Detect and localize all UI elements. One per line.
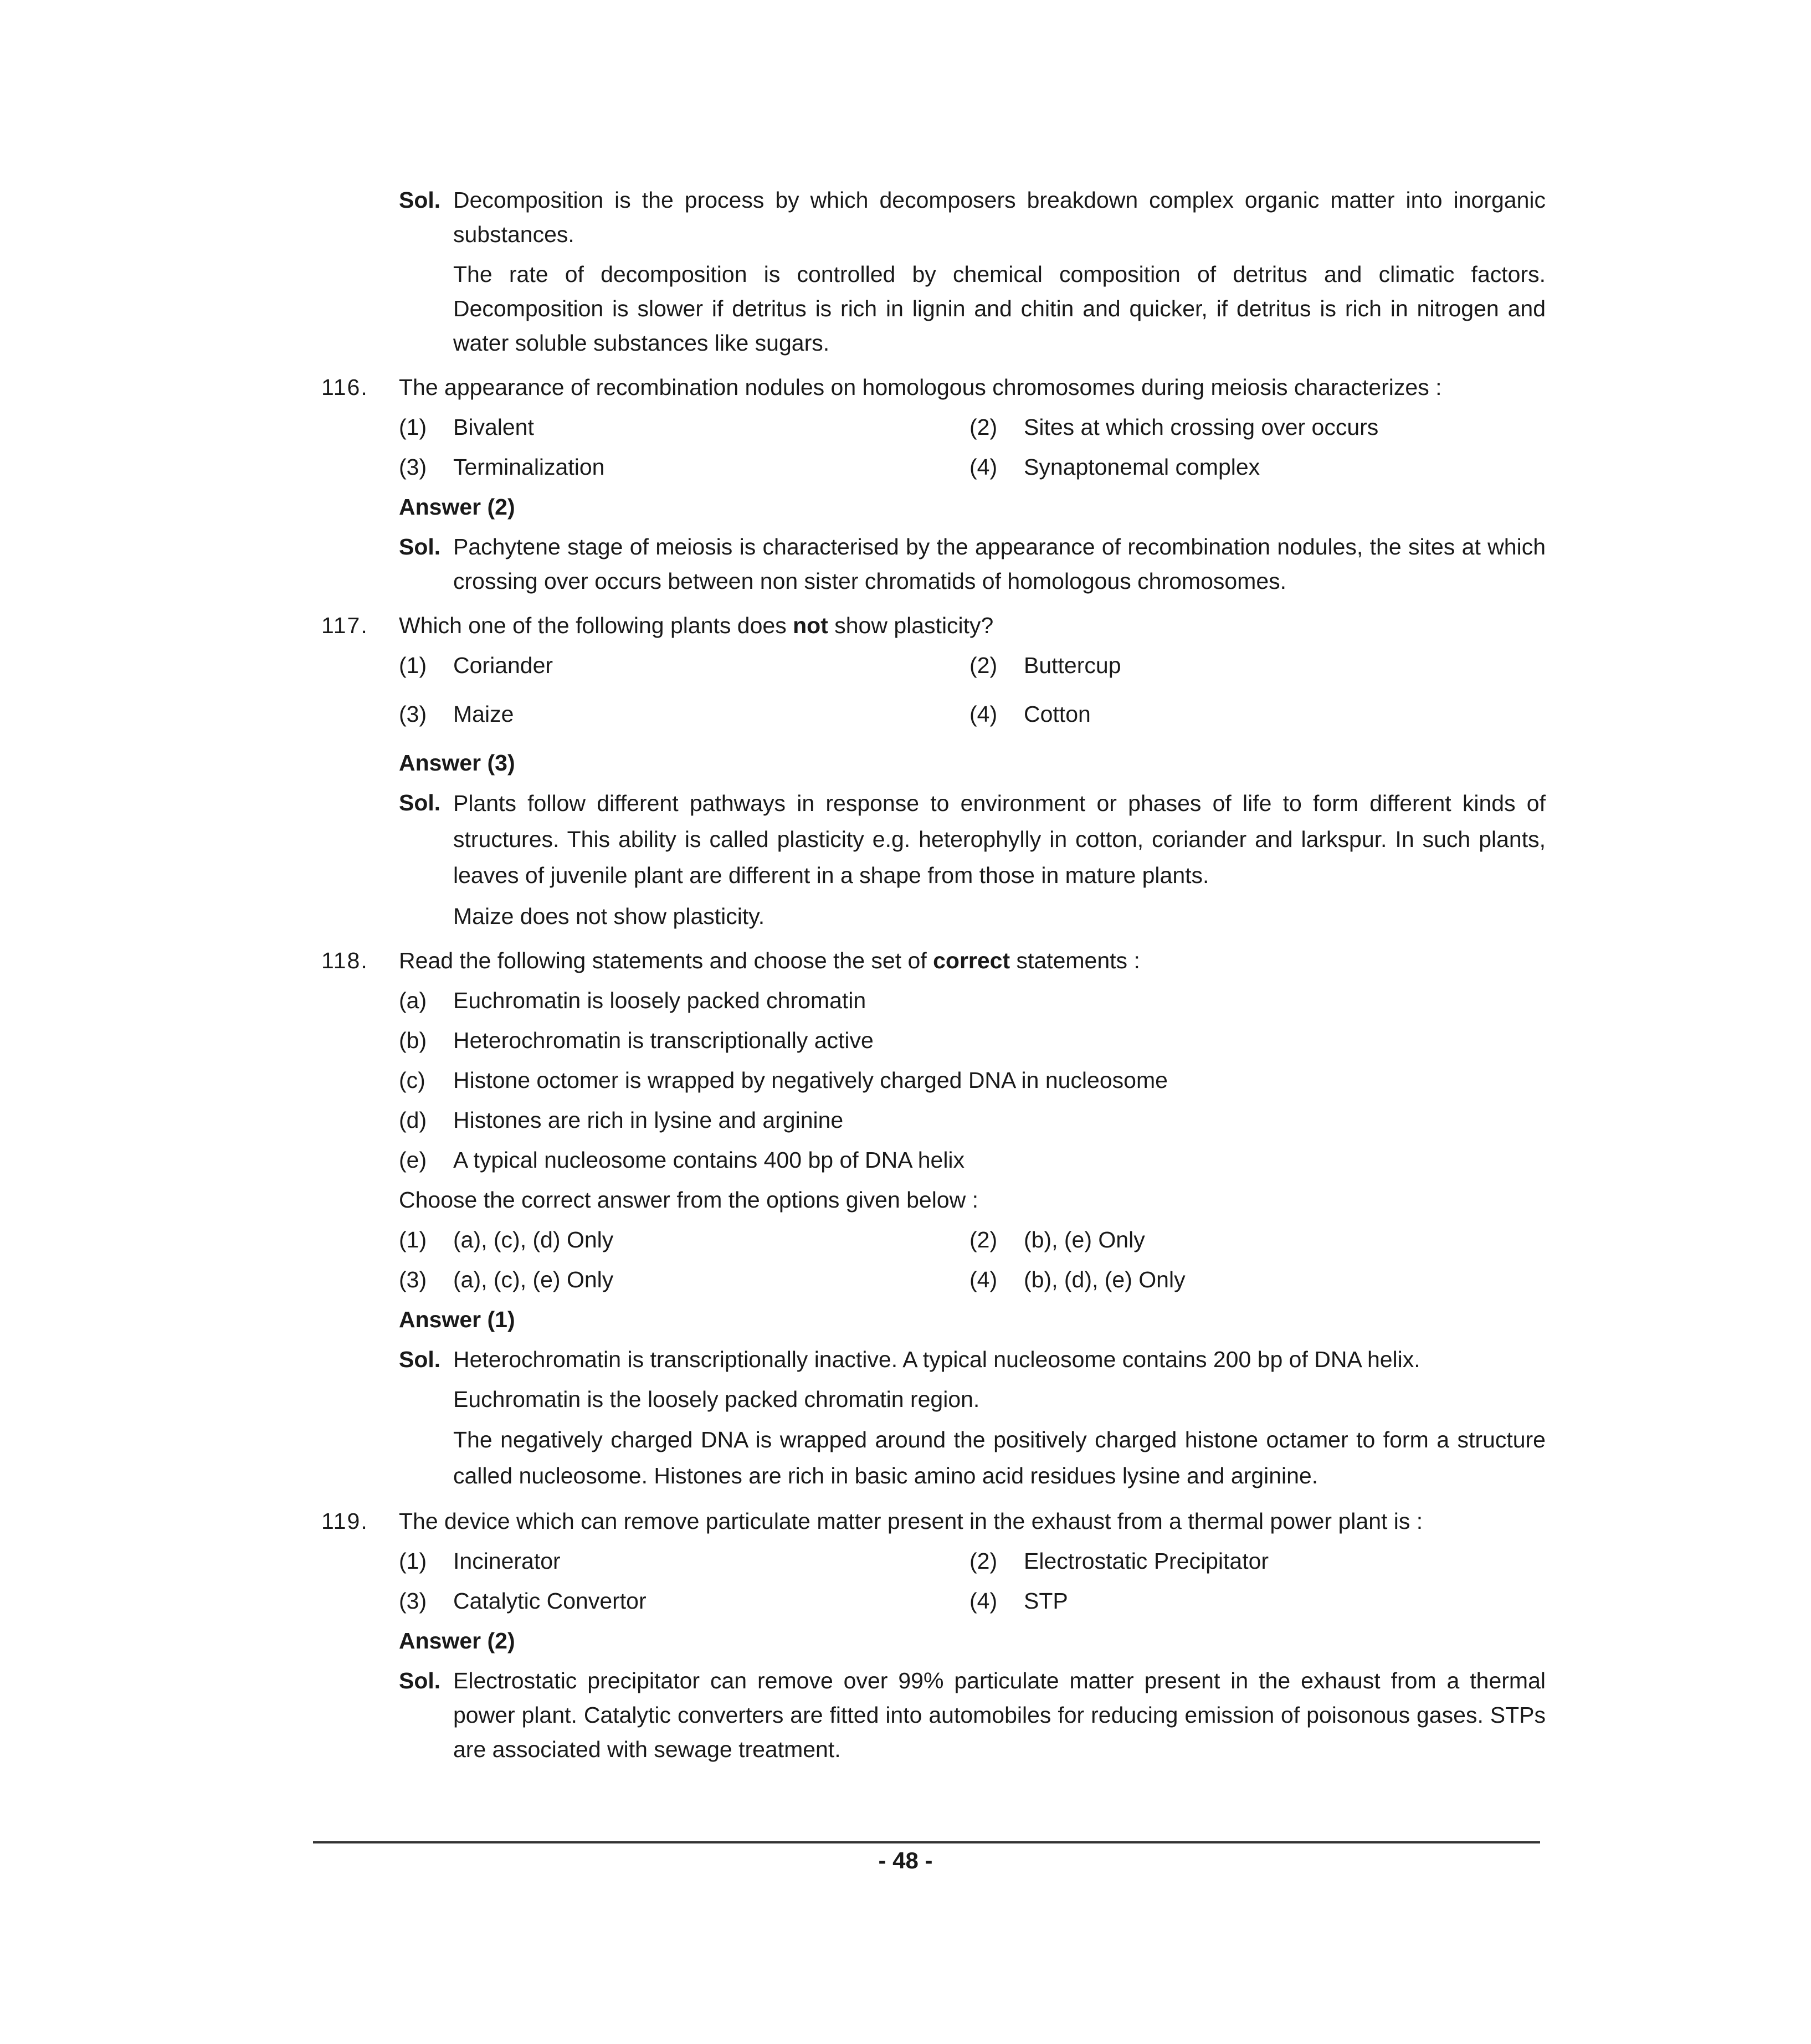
option-2	[969, 648, 1546, 682]
option-2	[969, 1223, 1546, 1257]
prompt-text: Choose the correct answer from the options given below :	[399, 1187, 979, 1213]
page-number: - 48 -	[878, 1847, 933, 1873]
option-text: Incinerator	[453, 1548, 561, 1574]
option-4	[969, 450, 1546, 484]
option-4	[969, 697, 1546, 731]
answer-label: Answer (3)	[399, 750, 515, 776]
sol-paragraph: Maize does not show plasticity.	[453, 903, 765, 929]
question-stem	[321, 370, 1546, 404]
option-2	[969, 1544, 1546, 1578]
statement-label: (c)	[399, 1067, 425, 1093]
sol-label: Sol.	[399, 1347, 441, 1372]
option-3	[399, 450, 969, 484]
solution-block	[321, 1342, 1546, 1494]
options-grid	[399, 648, 1546, 731]
option-number: (1)	[399, 1227, 427, 1252]
option-number: (2)	[969, 1227, 998, 1252]
statement-label: (d)	[399, 1107, 427, 1133]
answer-label: Answer (2)	[399, 1628, 515, 1653]
solution-block	[321, 530, 1546, 598]
sol-label: Sol.	[399, 187, 441, 213]
solution-block	[321, 1663, 1546, 1766]
option-number: (4)	[969, 1588, 998, 1614]
question-116	[321, 370, 1546, 598]
sol-paragraph: Plants follow different pathways in response to environment or phases of life to form different kinds of structures. This ability is called plasticity e.g. heterophylly in cotton, coriander and larkspur. In such plants, leaves of juvenile plant are different in a shape from those in mature plants.	[453, 790, 1546, 888]
sol-label: Sol.	[399, 790, 441, 815]
statement-e	[399, 1143, 1546, 1177]
option-number: (3)	[399, 454, 427, 480]
question-text: statements :	[1010, 948, 1140, 973]
statement-label: (a)	[399, 988, 427, 1013]
option-number: (1)	[399, 1548, 427, 1574]
option-1	[399, 410, 969, 444]
option-text: Terminalization	[453, 454, 605, 480]
answer-label: Answer (1)	[399, 1307, 515, 1332]
options-grid	[399, 1544, 1546, 1618]
option-number: (2)	[969, 1548, 998, 1574]
option-3	[399, 697, 969, 731]
answer-label: Answer (2)	[399, 494, 515, 520]
question-stem	[321, 1504, 1546, 1538]
sol-paragraph: Electrostatic precipitator can remove over 99% particulate matter present in the exhaust from a thermal power plant. Catalytic converters are fitted into automobiles for reducing emission of poisonous gases. STPs are associated with sewage treatment.	[453, 1668, 1546, 1762]
option-number: (4)	[969, 1267, 998, 1292]
statement-text: Histone octomer is wrapped by negatively charged DNA in nucleosome	[453, 1067, 1168, 1093]
option-text: Bivalent	[453, 414, 534, 440]
sol-paragraph: Decomposition is the process by which decomposers breakdown complex organic matter into inorganic substances.	[453, 187, 1546, 247]
solution-block	[321, 785, 1546, 933]
question-text: Which one of the following plants does	[399, 613, 793, 638]
sol-paragraph: Euchromatin is the loosely packed chromatin region.	[453, 1386, 980, 1412]
option-text: Synaptonemal complex	[1024, 454, 1260, 480]
statement-text: Histones are rich in lysine and arginine	[453, 1107, 844, 1133]
option-number: (2)	[969, 653, 998, 678]
question-emphasis: correct	[933, 948, 1010, 973]
options-grid	[399, 1223, 1546, 1297]
sol-paragraph: The rate of decomposition is controlled by chemical composition of detritus and climatic factors. Decomposition is slower if detritus is rich in lignin and chitin and quicker, if detritus is rich in nitrogen and water soluble substances like sugars.	[453, 261, 1546, 356]
option-3	[399, 1584, 969, 1618]
option-number: (1)	[399, 653, 427, 678]
option-text: Electrostatic Precipitator	[1024, 1548, 1269, 1574]
option-number: (2)	[969, 414, 998, 440]
option-1	[399, 648, 969, 682]
sol-paragraph: Heterochromatin is transcriptionally inactive. A typical nucleosome contains 200 bp of DNA helix.	[453, 1347, 1420, 1372]
question-number: 117.	[321, 613, 368, 638]
option-number: (3)	[399, 1588, 427, 1614]
question-stem	[321, 943, 1546, 978]
statement-text: Heterochromatin is transcriptionally active	[453, 1028, 874, 1053]
statement-b	[399, 1023, 1546, 1057]
option-text: (b), (e) Only	[1024, 1227, 1145, 1252]
option-text: Coriander	[453, 653, 553, 678]
statement-text: Euchromatin is loosely packed chromatin	[453, 988, 866, 1013]
statement-text: A typical nucleosome contains 400 bp of DNA helix	[453, 1147, 965, 1173]
options-prompt	[321, 1183, 1546, 1217]
statement-label: (b)	[399, 1028, 427, 1053]
option-number: (1)	[399, 414, 427, 440]
question-119	[321, 1504, 1546, 1766]
statement-d	[399, 1103, 1546, 1137]
option-text: Sites at which crossing over occurs	[1024, 414, 1379, 440]
question-text: The appearance of recombination nodules on homologous chromosomes during meiosis characterizes :	[399, 374, 1442, 400]
option-number: (3)	[399, 701, 427, 727]
option-number: (4)	[969, 454, 998, 480]
question-text: Read the following statements and choose the set of	[399, 948, 933, 973]
option-text: Maize	[453, 701, 514, 727]
option-number: (3)	[399, 1267, 427, 1292]
question-stem	[321, 608, 1546, 643]
question-number: 116.	[321, 374, 368, 400]
solution-block	[321, 183, 1546, 360]
option-4	[969, 1584, 1546, 1618]
question-emphasis: not	[793, 613, 828, 638]
sol-label: Sol.	[399, 1668, 441, 1693]
question-117	[321, 608, 1546, 933]
option-text: Buttercup	[1024, 653, 1121, 678]
solution-115	[321, 183, 1546, 360]
statement-a	[399, 983, 1546, 1018]
sol-paragraph: The negatively charged DNA is wrapped around the positively charged histone octamer to form a structure called nucleosome. Histones are rich in basic amino acid residues lysine and arginine.	[453, 1427, 1546, 1488]
statement-c	[399, 1063, 1546, 1097]
option-1	[399, 1544, 969, 1578]
options-grid	[399, 410, 1546, 484]
option-4	[969, 1262, 1546, 1297]
question-118	[321, 943, 1546, 1494]
statement-label: (e)	[399, 1147, 427, 1173]
page-content	[321, 183, 1546, 1766]
option-text: (b), (d), (e) Only	[1024, 1267, 1186, 1292]
sol-paragraph: Pachytene stage of meiosis is characterised by the appearance of recombination nodules, the sites at which crossing over occurs between non sister chromatids of homologous chromosomes.	[453, 534, 1546, 594]
option-2	[969, 410, 1546, 444]
question-number: 119.	[321, 1508, 368, 1534]
option-3	[399, 1262, 969, 1297]
option-text: Catalytic Convertor	[453, 1588, 647, 1614]
option-text: Cotton	[1024, 701, 1091, 727]
option-1	[399, 1223, 969, 1257]
option-text: (a), (c), (e) Only	[453, 1267, 614, 1292]
option-number: (4)	[969, 701, 998, 727]
option-text: (a), (c), (d) Only	[453, 1227, 614, 1252]
question-text: show plasticity?	[828, 613, 994, 638]
question-number: 118.	[321, 948, 368, 973]
sol-label: Sol.	[399, 534, 441, 559]
option-text: STP	[1024, 1588, 1068, 1614]
question-text: The device which can remove particulate matter present in the exhaust from a thermal power plant is :	[399, 1508, 1423, 1534]
